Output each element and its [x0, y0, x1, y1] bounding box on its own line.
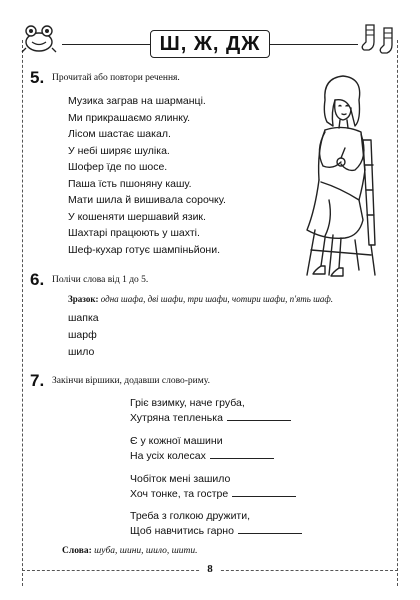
word-item: шило	[68, 346, 95, 358]
word-item: шарф	[68, 329, 97, 341]
poem-line: Треба з голкою дружити,	[130, 510, 251, 522]
poem-2	[130, 434, 274, 464]
poem-line-text: Хутряна тепленька	[130, 412, 223, 424]
poem-line-text: На усіх колесах	[130, 450, 206, 462]
task-7-word-bank	[62, 546, 198, 556]
frog-icon	[20, 20, 58, 54]
answer-blank[interactable]	[232, 488, 296, 497]
task-7-number: 7.	[30, 371, 45, 390]
poem-line-text: Хоч тонке, та гостре	[130, 488, 229, 500]
sentence: У небі ширяє шуліка.	[68, 144, 170, 157]
example-label: Зразок:	[68, 294, 99, 304]
task-7-instruction: Закінчи віршики, додавши слово-риму.	[52, 376, 210, 386]
sentence: Музика заграв на шарманці.	[68, 95, 206, 107]
task-6-words	[68, 310, 99, 361]
poem-line-text: Щоб навчитись гарно	[130, 525, 234, 537]
task-6-example	[68, 294, 333, 304]
sentence: Мати шила й вишивала сорочку.	[68, 194, 226, 206]
poem-3	[130, 472, 296, 502]
woman-sewing-illustration	[285, 70, 400, 280]
poem-line: Чобіток мені зашило	[130, 473, 231, 485]
sentence: Паша їсть пшоняну кашу.	[68, 177, 192, 190]
sentence: Шахтарі працюють у шахті.	[68, 227, 200, 239]
socks-icon	[360, 22, 402, 58]
sentence: Шофер їде по шосе.	[68, 161, 168, 173]
poem-line: Гріє взимку, наче груба,	[130, 397, 245, 409]
poem-line	[130, 449, 274, 464]
answer-blank[interactable]	[227, 412, 291, 421]
sentence: Ми прикрашаємо ялинку.	[68, 111, 191, 124]
sentence: Лісом шастає шакал.	[68, 128, 171, 140]
task-5-number: 5.	[30, 68, 45, 87]
word-bank-words: шуба, шини, шило, шити.	[91, 546, 198, 556]
word-item: шапка	[68, 312, 99, 324]
sentence: У кошеняти шершавий язик.	[68, 210, 206, 223]
page-title: Ш, Ж, ДЖ	[150, 30, 270, 58]
poem-4	[130, 509, 302, 539]
task-6-instruction: Полічи слова від 1 до 5.	[52, 275, 149, 285]
task-5-instruction: Прочитай або повтори речення.	[52, 73, 180, 83]
answer-blank[interactable]	[210, 450, 274, 459]
example-text: одна шафа, дві шафи, три шафи, чотири шафи, п'ять шаф.	[98, 294, 334, 304]
poem-line	[130, 524, 302, 539]
task-5-sentences	[68, 93, 278, 258]
task-6-number: 6.	[30, 270, 45, 289]
answer-blank[interactable]	[238, 525, 302, 534]
poem-line	[130, 411, 291, 426]
poem-line	[130, 487, 296, 502]
word-bank-label: Слова:	[62, 546, 92, 556]
poem-1	[130, 396, 291, 426]
sentence: Шеф-кухар готує шампіньйони.	[68, 243, 221, 256]
page-number: 8	[200, 563, 220, 577]
poem-line: Є у кожної машини	[130, 435, 223, 447]
